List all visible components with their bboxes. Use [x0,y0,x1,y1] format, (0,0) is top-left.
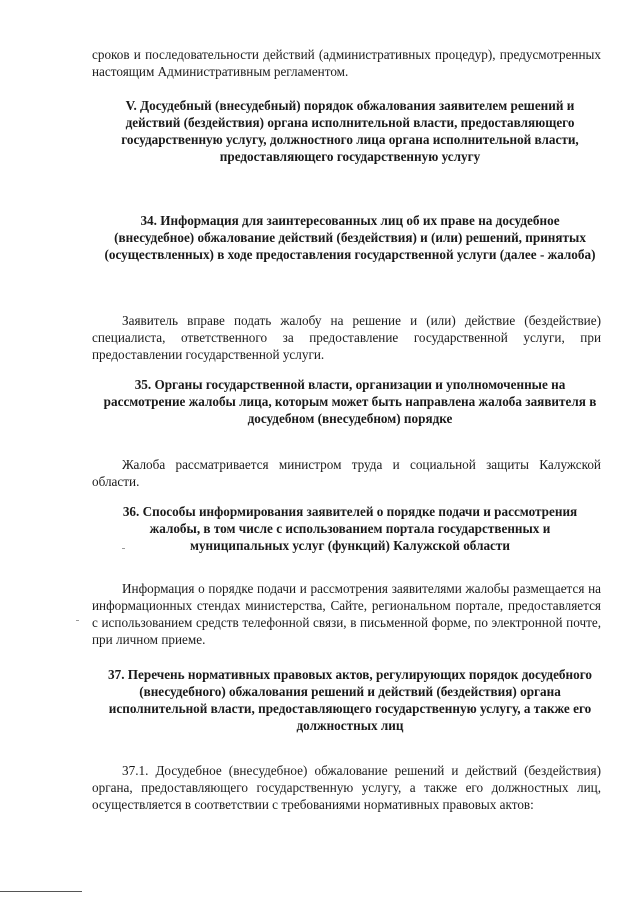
item-36-text: Информация о порядке подачи и рассмотрения заявителями жалобы размещается на информационных стендах министерства, Сайте, региональном портале, предоставляется с использованием средств телефонной связи, в письменной форме, по электронной почте, при личном приеме. [92,581,601,647]
scan-speck [122,548,125,549]
item-36-heading: 36. Способы информирования заявителей о порядке подачи и рассмотрения жалобы, в том числе с использованием портала государственных и муниципальных услуг (функций) Калужской области [122,504,578,553]
item-35-heading: 35. Органы государственной власти, организации и уполномоченные на рассмотрение жалобы лица, которым может быть направлена жалоба заявителя в досудебном (внесудебном) порядке [103,377,597,426]
item-34-heading: 34. Информация для заинтересованных лиц об их праве на досудебное (внесудебное) обжалование действий (бездействия) и (или) решений, принятых (осуществленных) в ходе предоставления государственной услуги (далее - жалоба) [104,213,596,262]
item-37-1-text: 37.1. Досудебное (внесудебное) обжалование решений и действий (бездействия) органа, предоставляющего государственную услугу, а также его должностных лиц, осуществляется в соответствии с требованиями нормативных правовых актов: [92,763,601,812]
item-37-heading: 37. Перечень нормативных правовых актов, регулирующих порядок досудебного (внесудебного) обжалования решений и действий (бездействия) органа исполнительной власти, предоставляющего государственную услугу, а также его должностных лиц [108,667,592,733]
item-35-text: Жалоба рассматривается министром труда и социальной защиты Калужской области. [92,457,601,489]
intro-paragraph: сроков и последовательности действий (административных процедур), предусмотренных настоящим Административным регламентом. [92,47,601,79]
section-5-heading: V. Досудебный (внесудебный) порядок обжалования заявителем решений и действий (бездействия) органа исполнительной власти, предоставляющего государственную услугу, должностного лица органа исполнительной власти, предоставляющего государственную услугу [121,98,579,164]
scan-speck [76,620,79,621]
item-34-text: Заявитель вправе подать жалобу на решение и (или) действие (бездействие) специалиста, ответственного за предоставление государственной услуги, при предоставлении государственной услуги. [92,313,601,362]
footer-rule [0,891,82,892]
